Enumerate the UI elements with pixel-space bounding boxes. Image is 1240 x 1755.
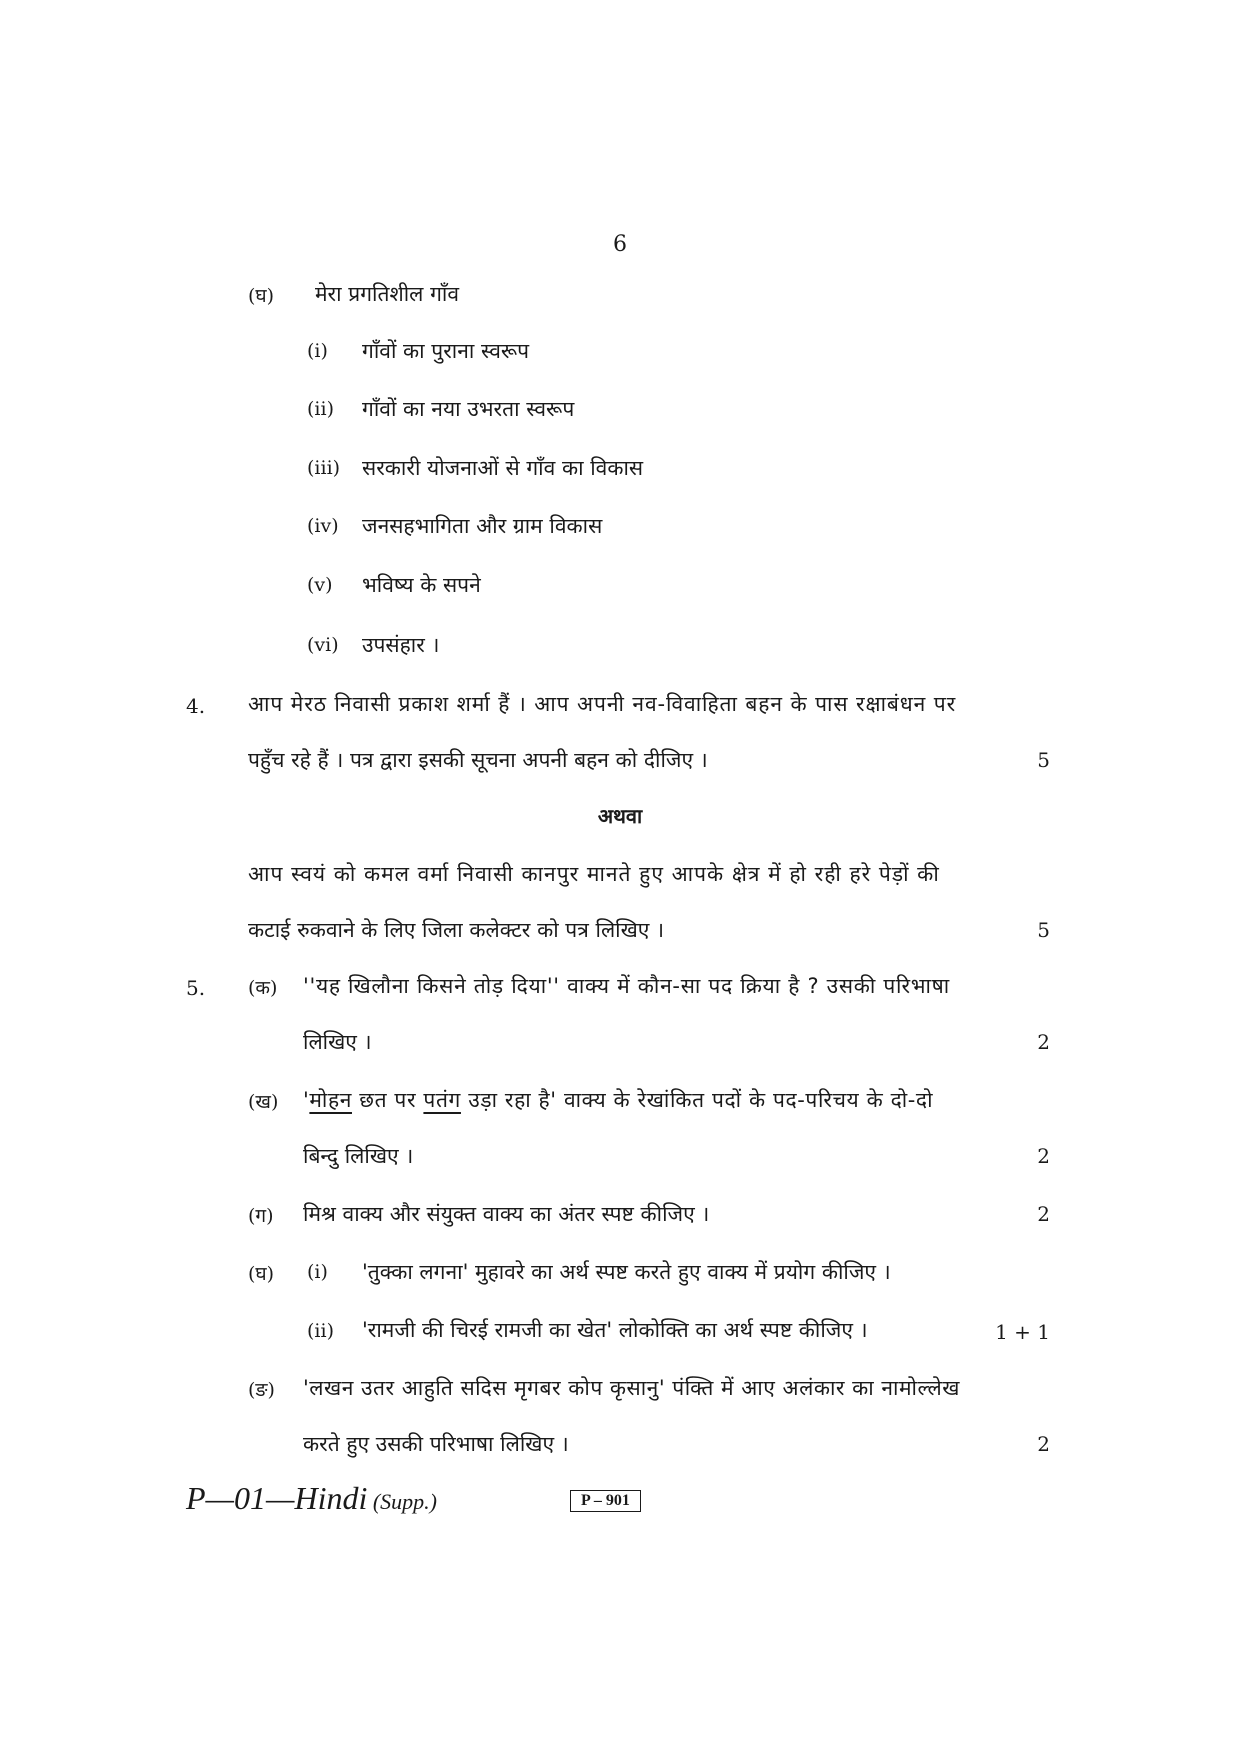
- q4-line2: पहुँच रहे हैं । पत्र द्वारा इसकी सूचना अपनी बहन को दीजिए ।: [248, 748, 708, 772]
- section-gha-label: (घ): [248, 285, 275, 307]
- underlined-word-mohan: मोहन: [309, 1088, 352, 1112]
- point-label: (i): [307, 340, 328, 362]
- code-suffix: (Supp.): [367, 1489, 437, 1514]
- q4-line1: आप मेरठ निवासी प्रकाश शर्मा हैं । आप अपनी नव-विवाहिता बहन के पास रक्षाबंधन पर: [248, 692, 957, 716]
- point-text: गाँवों का पुराना स्वरूप: [362, 339, 530, 363]
- point-text: भविष्य के सपने: [362, 573, 481, 597]
- point-label: (ii): [307, 398, 334, 420]
- q5-kha-line2: बिन्दु लिखिए ।: [303, 1144, 414, 1168]
- underlined-word-patang: पतंग: [423, 1088, 461, 1112]
- q5-kha-marks: 2: [1037, 1144, 1050, 1168]
- q5-ka-line1: ''यह खिलौना किसने तोड़ दिया'' वाक्य में कौन-सा पद क्रिया है ? उसकी परिभाषा: [303, 974, 950, 998]
- q5-nga-line1: 'लखन उतर आहुति सदिस मृगबर कोप कृसानु' पंक्ति में आए अलंकार का नामोल्लेख: [303, 1376, 960, 1400]
- q4-marks: 5: [1037, 748, 1050, 772]
- q5-gha-label: (घ): [248, 1263, 275, 1285]
- point-text: गाँवों का नया उभरता स्वरूप: [362, 397, 575, 421]
- q5-ga-line1: मिश्र वाक्य और संयुक्त वाक्य का अंतर स्पष्ट कीजिए ।: [303, 1202, 710, 1226]
- q4-alt-line1: आप स्वयं को कमल वर्मा निवासी कानपुर मानते हुए आपके क्षेत्र में हो रही हरे पेड़ों की: [248, 862, 940, 886]
- q5-gha-i-label: (i): [307, 1261, 328, 1283]
- kha-text: छत पर: [351, 1088, 424, 1112]
- q4-alt-line2: कटाई रुकवाने के लिए जिला कलेक्टर को पत्र लिखिए ।: [248, 918, 665, 942]
- q5-ka-marks: 2: [1037, 1030, 1050, 1054]
- point-label: (iii): [307, 457, 341, 479]
- q5-nga-marks: 2: [1037, 1432, 1050, 1456]
- point-label: (v): [307, 574, 333, 596]
- q5-ka-line2: लिखिए ।: [303, 1030, 372, 1054]
- q5-kha-line1: [303, 1086, 933, 1114]
- question-number: 5.: [186, 976, 206, 1000]
- q5-nga-label: (ङ): [248, 1379, 275, 1401]
- code-main: —01—Hindi: [205, 1480, 368, 1516]
- point-label: (iv): [307, 515, 339, 537]
- q5-gha-i-text: 'तुक्का लगना' मुहावरे का अर्थ स्पष्ट करते हुए वाक्य में प्रयोग कीजिए ।: [362, 1260, 891, 1284]
- q5-kha-label: (ख): [248, 1091, 279, 1113]
- or-heading: अथवा: [597, 804, 643, 828]
- point-text: उपसंहार ।: [362, 633, 440, 657]
- point-label: (vi): [307, 634, 339, 656]
- q5-nga-line2: करते हुए उसकी परिभाषा लिखिए ।: [303, 1432, 569, 1456]
- question-number: 4.: [186, 694, 206, 718]
- section-gha-title: मेरा प्रगतिशील गाँव: [315, 282, 460, 306]
- paper-series-box: P – 901: [570, 1490, 641, 1512]
- q5-gha-ii-text: 'रामजी की चिरई रामजी का खेत' लोकोक्ति का अर्थ स्पष्ट कीजिए ।: [362, 1318, 868, 1342]
- q5-ga-label: (ग): [248, 1205, 274, 1227]
- quote-mark: ': [303, 1088, 310, 1112]
- q5-gha-marks: 1 + 1: [995, 1320, 1050, 1344]
- q5-gha-ii-label: (ii): [307, 1320, 334, 1342]
- q4-alt-marks: 5: [1037, 918, 1050, 942]
- page-number: 6: [613, 232, 627, 257]
- point-text: सरकारी योजनाओं से गाँव का विकास: [362, 456, 644, 480]
- q5-ka-label: (क): [248, 977, 278, 999]
- kha-text: उड़ा रहा है' वाक्य के रेखांकित पदों के पद-परिचय के दो-दो: [460, 1088, 934, 1112]
- q5-ga-marks: 2: [1037, 1202, 1050, 1226]
- code-prefix: P: [186, 1480, 206, 1516]
- paper-code: [186, 1480, 437, 1517]
- point-text: जनसहभागिता और ग्राम विकास: [362, 514, 603, 538]
